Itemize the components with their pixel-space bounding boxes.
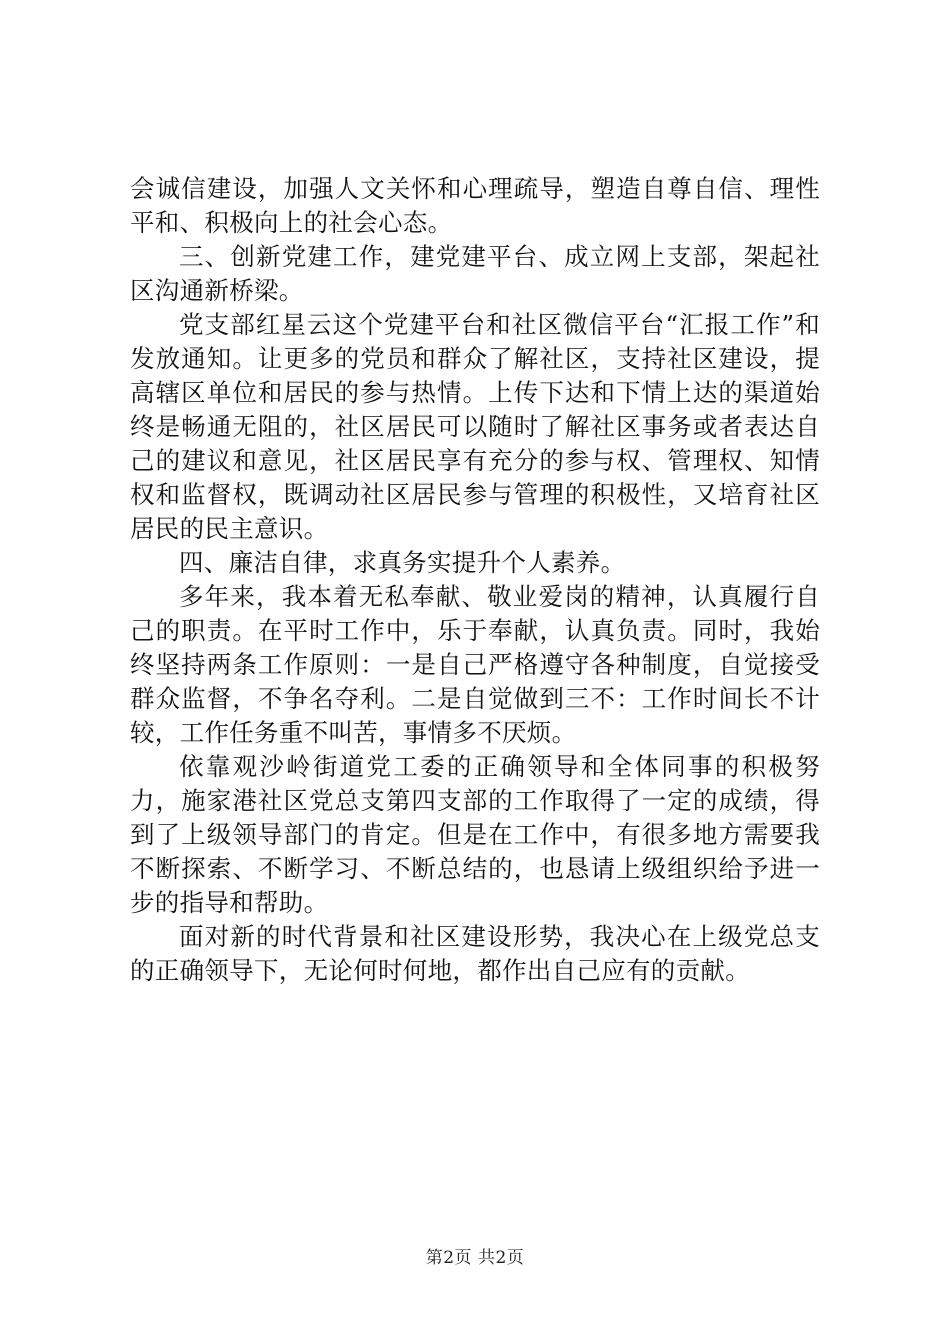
paragraph: 依靠观沙岭街道党工委的正确领导和全体同事的积极努力，施家港社区党总支第四支部的工作取得了一定的成绩，得到了上级领导部门的肯定。但是在工作中，有很多地方需要我不断探索、不断学习、不断总结的，也恳请上级组织给予进一步的指导和帮助。 <box>130 752 820 917</box>
section-heading-4: 四、廉洁自律，求真务实提升个人素养。 <box>179 548 626 577</box>
paragraph: 党支部红星云这个党建平台和社区微信平台“汇报工作”和发放通知。让更多的党员和群众了解社区，支持社区建设，提高辖区单位和居民的参与热情。上传下达和下情上达的渠道始终是畅通无阻的，社区居民可以随时了解社区事务或者表达自己的建议和意见，社区居民享有充分的参与权、管理权、知情权和监督权，既调动社区居民参与管理的积极性，又培育社区居民的民主意识。 <box>130 310 820 543</box>
document-body <box>130 172 820 988</box>
paragraph: 面对新的时代背景和社区建设形势，我决心在上级党总支的正确领导下，无论何时何地，都作出自己应有的贡献。 <box>130 922 820 985</box>
paragraph-continuation: 会诚信建设，加强人文关怀和心理疏导，塑造自尊自信、理性平和、积极向上的社会心态。 <box>130 174 820 237</box>
page-number-footer: 第2页 共2页 <box>425 1248 525 1268</box>
section-heading-3: 三、创新党建工作，建党建平台、成立网上支部，架起社区沟通新桥梁。 <box>130 242 820 305</box>
paragraph: 多年来，我本着无私奉献、敬业爱岗的精神，认真履行自己的职责。在平时工作中，乐于奉献，认真负责。同时，我始终坚持两条工作原则：一是自己严格遵守各种制度，自觉接受群众监督，不争名夺利。二是自觉做到三不：工作时间长不计较，工作任务重不叫苦，事情多不厌烦。 <box>130 582 820 747</box>
